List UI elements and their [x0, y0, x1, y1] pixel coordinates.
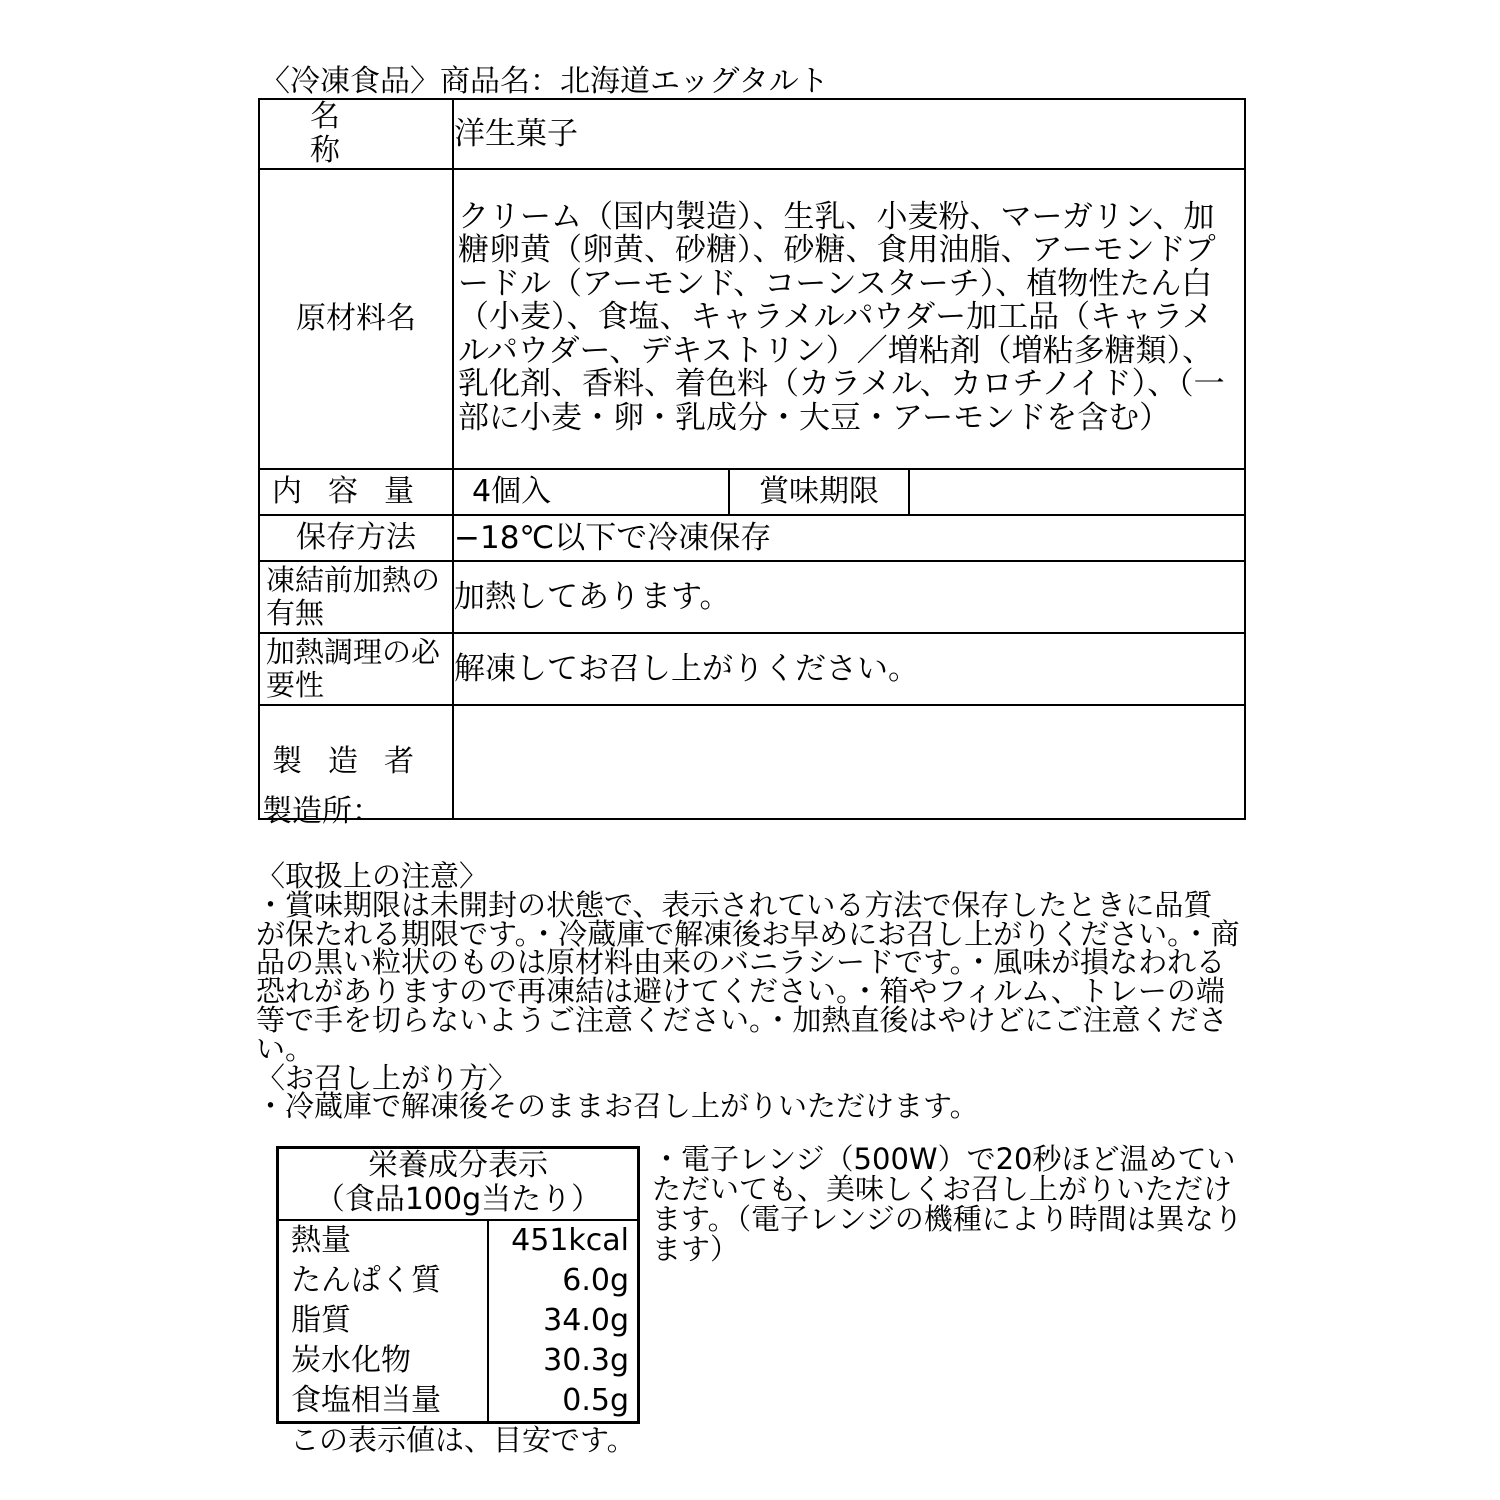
- nutrient-name: 炭水化物: [291, 1343, 411, 1378]
- nutrition-header: [279, 1149, 637, 1221]
- row-name: [259, 99, 1245, 169]
- quantity-bestbefore-cell: [453, 469, 1245, 515]
- nutrient-value: 0.5g: [562, 1383, 629, 1418]
- handling-text: ・賞味期限は未開封の状態で、表示されている方法で保存したときに品質が保たれる期限です。・冷蔵庫で解凍後お早めにお召し上がりください。・商品の黒い粒状のものは原材料由来のバニラシードです。・風味が損なわれる恐れがありますので再凍結は避けてください。・箱やフィルム、トレーの端等で手を切らないようご注意ください。・加熱直後はやけどにご注意ください。: [256, 887, 1240, 1066]
- storage-key: 保存方法: [259, 515, 453, 561]
- howto-text: ・冷蔵庫で解凍後そのままお召し上がりいただけます。: [256, 1089, 979, 1124]
- cooking-value: 解凍してお召し上がりください。: [453, 633, 1245, 705]
- name-value: 洋生菓子: [453, 99, 1245, 169]
- maker-value: [453, 705, 1245, 819]
- row-preheat: [259, 561, 1245, 633]
- maker-key: 製造者: [259, 705, 453, 819]
- row-storage: [259, 515, 1245, 561]
- nutrient-value: 30.3g: [543, 1343, 629, 1378]
- nutrition-values: [487, 1221, 637, 1421]
- nutrient-name: 食塩相当量: [291, 1383, 441, 1418]
- row-ingredients: [259, 169, 1245, 469]
- nutrient-value: 6.0g: [562, 1263, 629, 1298]
- row-quantity: [259, 469, 1245, 515]
- product-label-table: [258, 98, 1246, 820]
- nutrient-name: 脂質: [291, 1303, 351, 1338]
- microwave-text: ・電子レンジ（500W）で20秒ほど温めていただいても、美味しくお召し上がりいただけます。（電子レンジの機種により時間は異なります）: [652, 1142, 1243, 1266]
- name-key: 名 称: [259, 99, 453, 169]
- quantity-value: 4個入: [472, 474, 552, 509]
- preheat-key: 凍結前加熱の有無: [259, 561, 453, 633]
- bestbefore-key: 賞味期限: [728, 470, 910, 514]
- nutrition-table: [276, 1146, 640, 1424]
- nutrition-names: [279, 1221, 487, 1421]
- ingredients-value: クリーム（国内製造）、生乳、小麦粉、マーガリン、加糖卵黄（卵黄、砂糖）、砂糖、食用油脂、アーモンドプードル（アーモンド、コーンスターチ）、植物性たん白（小麦）、食塩、キャラメルパウダー加工品（キャラメルパウダー、デキストリン）／増粘剤（増粘多糖類）、乳化剤、香料、着色料（カラメル、カロチノイド）、（一部に小麦・卵・乳成分・大豆・アーモンドを含む）: [453, 169, 1245, 469]
- row-cooking: [259, 633, 1245, 705]
- notes-section: [256, 859, 1241, 1124]
- bestbefore-value: [910, 470, 1244, 514]
- microwave-instructions: [652, 1144, 1252, 1264]
- row-maker: [259, 705, 1245, 819]
- factory-label: 製造所：: [262, 794, 382, 829]
- preheat-value: 加熱してあります。: [453, 561, 1245, 633]
- storage-value: −18℃以下で冷凍保存: [453, 515, 1245, 561]
- nutrition-title: 栄養成分表示: [368, 1148, 548, 1183]
- product-title: 〈冷凍食品〉商品名：北海道エッグタルト: [260, 64, 829, 99]
- nutrient-name: 熱量: [291, 1223, 351, 1258]
- nutrition-note: この表示値は、目安です。: [290, 1423, 636, 1457]
- howto-heading: 〈お召し上がり方〉: [256, 1060, 518, 1095]
- nutrient-name: たんぱく質: [291, 1263, 441, 1298]
- ingredients-key: 原材料名: [259, 169, 453, 469]
- nutrient-value: 451kcal: [511, 1223, 629, 1258]
- handling-heading: 〈取扱上の注意〉: [256, 859, 489, 893]
- nutrition-subtitle: （食品100g当たり）: [314, 1182, 602, 1217]
- nutrient-value: 34.0g: [543, 1303, 629, 1338]
- quantity-key: 内容量: [259, 469, 453, 515]
- cooking-key: 加熱調理の必要性: [259, 633, 453, 705]
- nutrition-rows: [279, 1221, 637, 1421]
